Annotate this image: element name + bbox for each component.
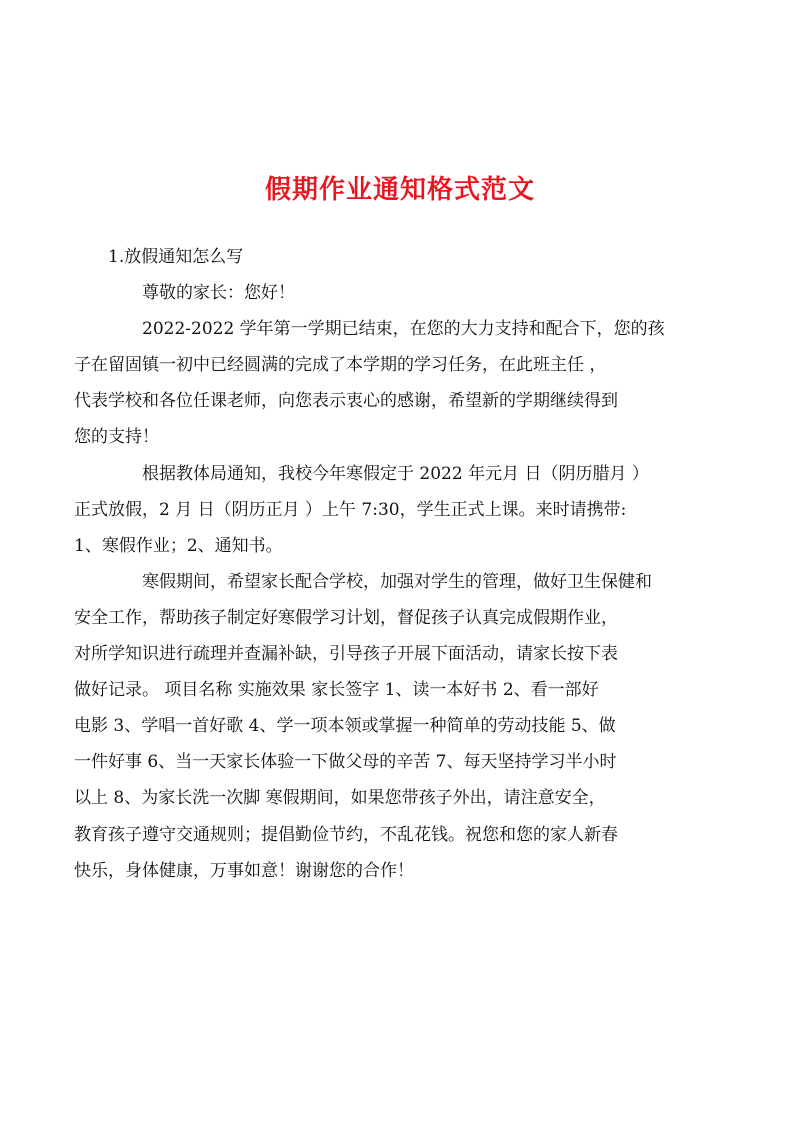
paragraph-line: 根据教体局通知，我校今年寒假定于 2022 年元月 日（阴历腊月 ） xyxy=(142,463,649,484)
paragraph-line: 2022-2022 学年第一学期已结束，在您的大力支持和配合下，您的孩 xyxy=(142,319,665,340)
paragraph-term-end xyxy=(74,311,698,455)
document-body xyxy=(74,239,698,889)
paragraph-line: 寒假期间，希望家长配合学校，加强对学生的管理，做好卫生保健和 xyxy=(142,571,652,592)
paragraph-line: 1、寒假作业；2、通知书。 xyxy=(74,535,283,556)
greeting-paragraph: 尊敬的家长：您好！ xyxy=(142,283,295,304)
paragraph-line: 快乐，身体健康，万事如意！谢谢您的合作！ xyxy=(74,860,414,881)
paragraph-holiday-dates xyxy=(74,456,698,564)
paragraph-winter-break xyxy=(74,564,698,889)
paragraph-line: 对所学知识进行疏理并查漏补缺，引导孩子开展下面活动，请家长按下表 xyxy=(74,644,618,665)
paragraph-line: 电影 3、学唱一首好歌 4、学一项本领或掌握一种简单的劳动技能 5、做 xyxy=(74,716,616,737)
document-title: 假期作业通知格式范文 xyxy=(264,175,535,205)
paragraph-line: 安全工作，帮助孩子制定好寒假学习计划，督促孩子认真完成假期作业， xyxy=(74,607,618,628)
paragraph-line: 您的支持！ xyxy=(74,427,159,448)
paragraph-line: 以上 8、为家长洗一次脚 寒假期间，如果您带孩子外出，请注意安全， xyxy=(74,788,606,809)
paragraph-line: 子在留固镇一初中已经圆满的完成了本学期的学习任务，在此班主任 ， xyxy=(74,355,607,376)
paragraph-line: 正式放假，2 月 日（阴历正月 ）上午 7:30，学生正式上课。来时请携带: xyxy=(74,499,627,520)
paragraph-line: 一件好事 6、当一天家长体验一下做父母的辛苦 7、每天坚持学习半小时 xyxy=(74,752,617,773)
paragraph-line: 做好记录。 项目名称 实施效果 家长签字 1、读一本好书 2、看一部好 xyxy=(74,680,599,701)
section-heading: 1.放假通知怎么写 xyxy=(108,247,244,267)
paragraph-line: 代表学校和各位任课老师，向您表示衷心的感谢，希望新的学期继续得到 xyxy=(74,391,618,412)
paragraph-line: 教育孩子遵守交通规则；提倡勤俭节约，不乱花钱。祝您和您的家人新春 xyxy=(74,824,618,845)
